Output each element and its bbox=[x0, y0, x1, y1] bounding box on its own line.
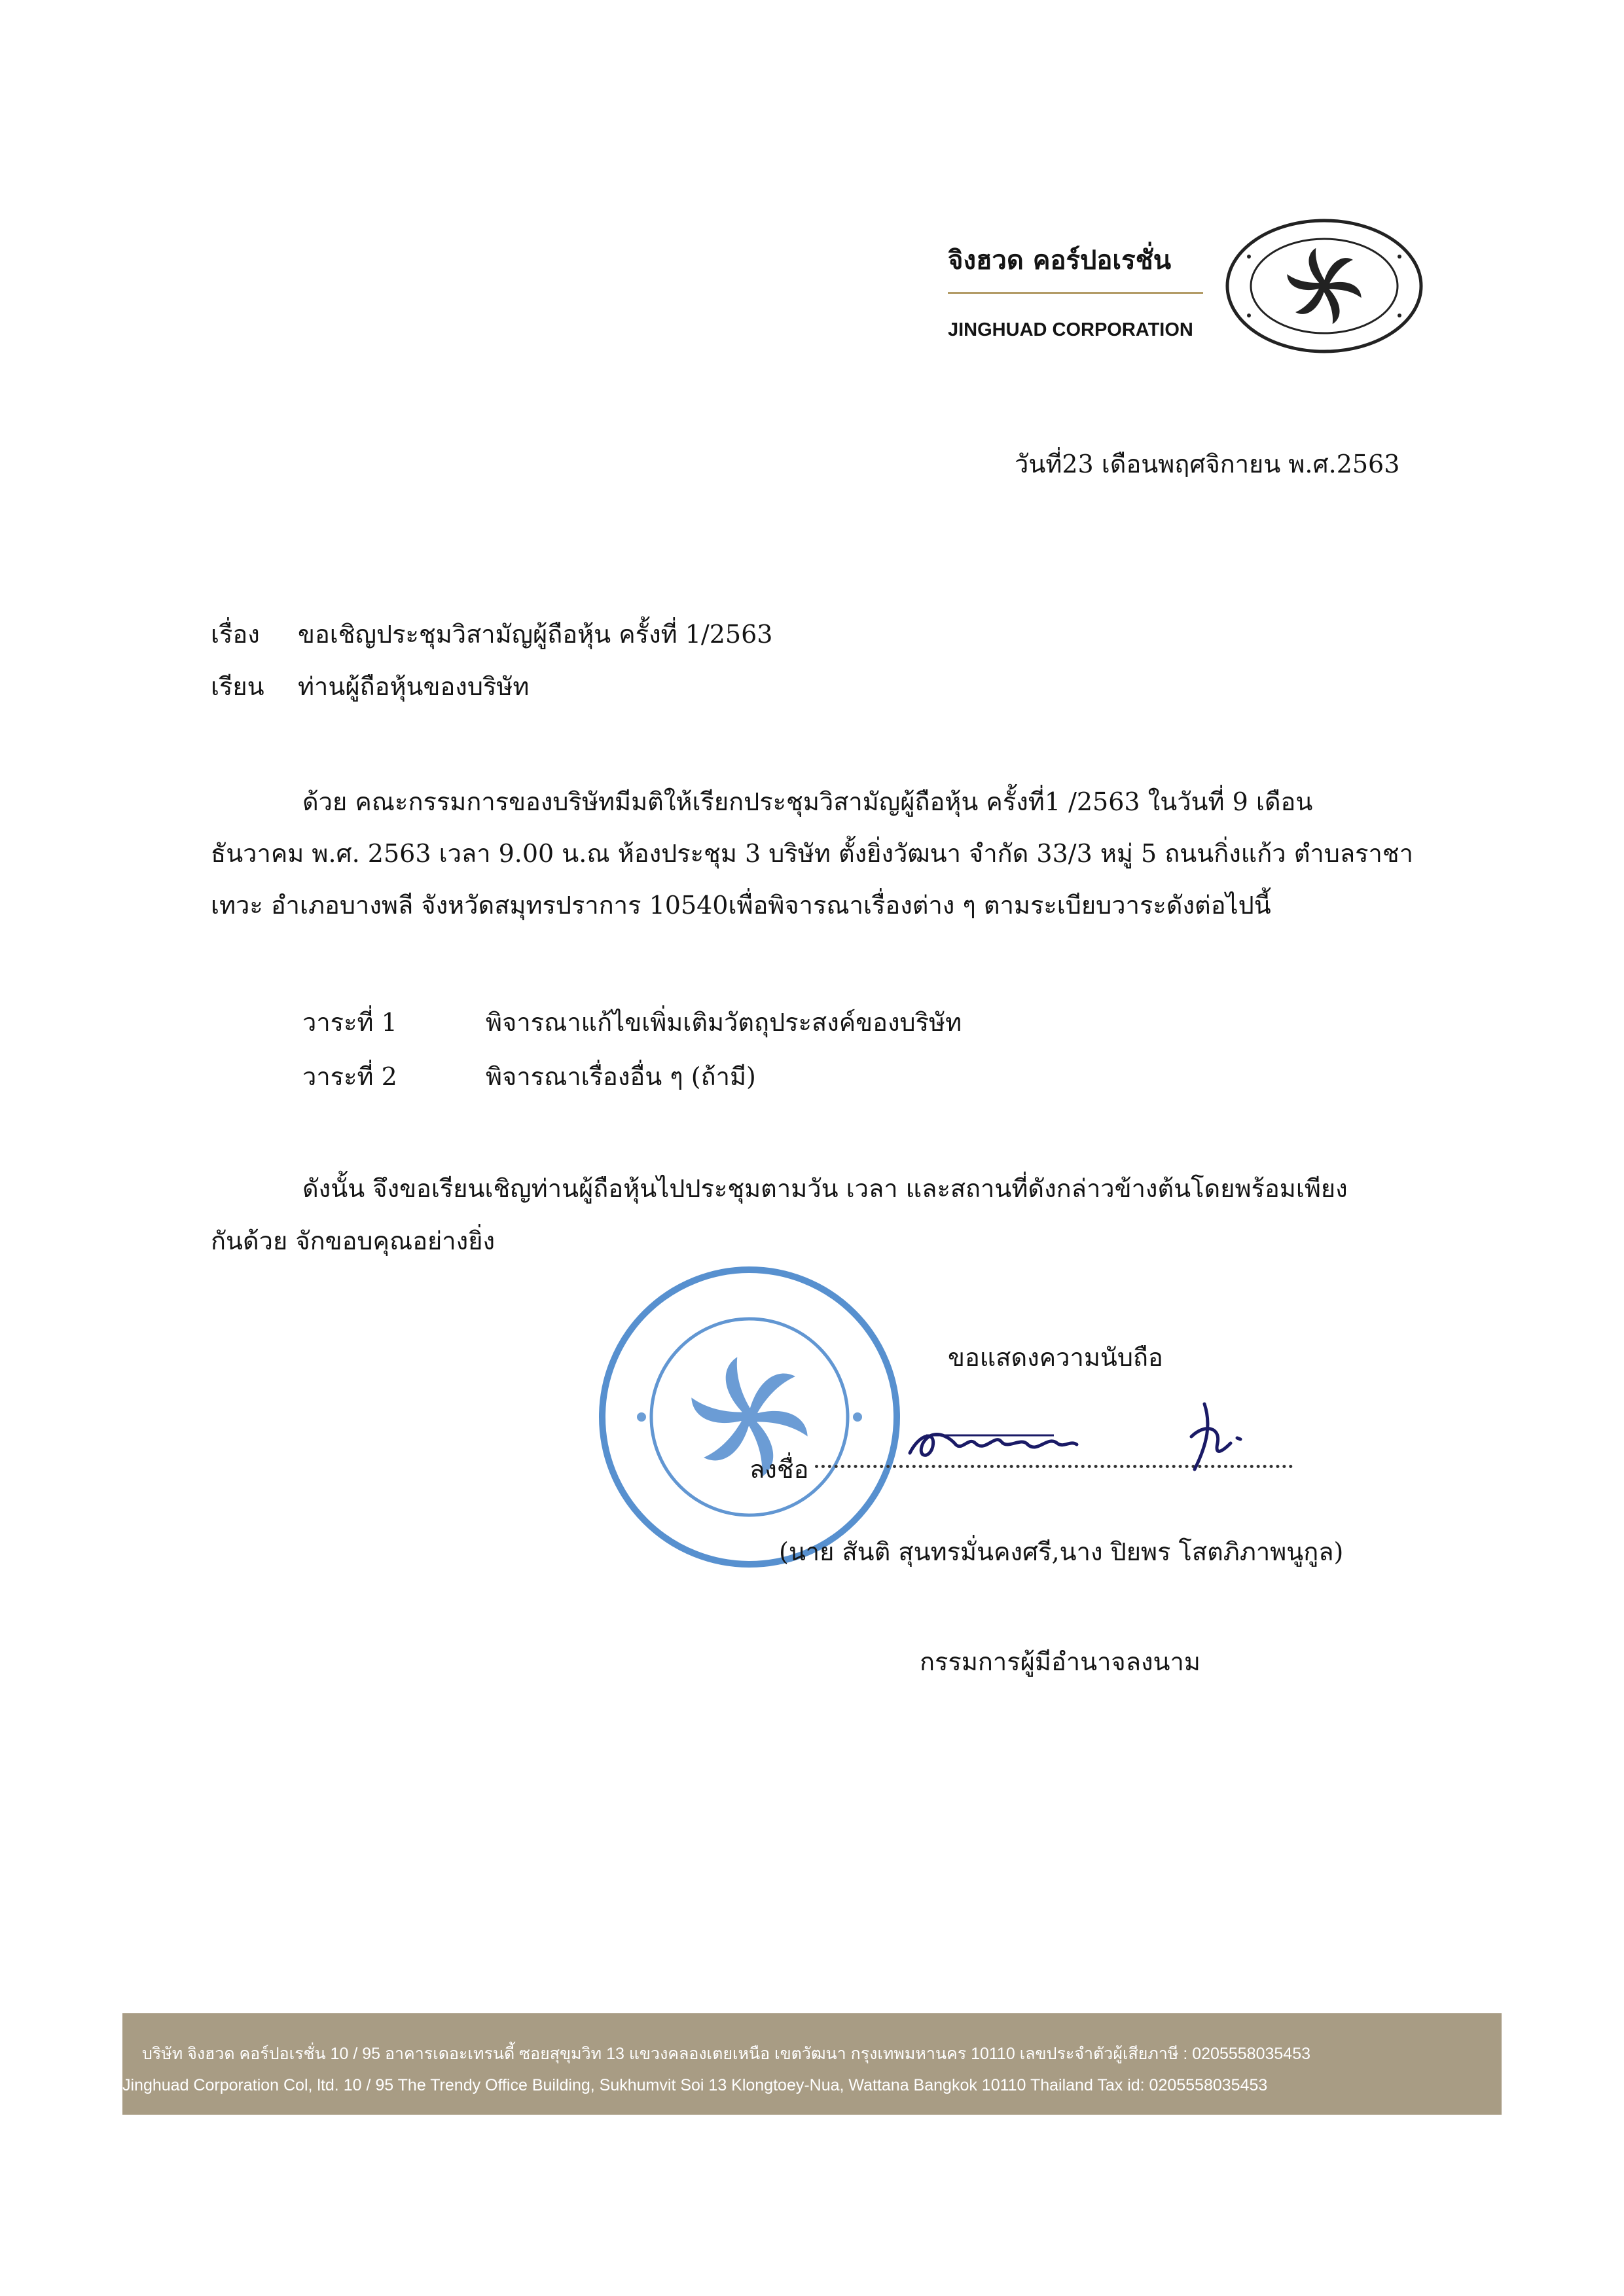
signer-title: กรรมการผู้มีอำนาจลงนาม bbox=[920, 1647, 1200, 1676]
company-stamp bbox=[596, 1263, 903, 1571]
handwritten-signature bbox=[897, 1397, 1263, 1482]
recipient-label: เรียน bbox=[211, 672, 264, 701]
paragraph-2-line-2: กันด้วย จักขอบคุณอย่างยิ่ง bbox=[211, 1227, 496, 1255]
agenda-1-text: พิจารณาแก้ไขเพิ่มเติมวัตถุประสงค์ของบริษัท bbox=[486, 1008, 962, 1037]
paragraph-1-line-3: เทวะ อำเภอบางพลี จังหวัดสมุทรปราการ 10540เพื่อพิจารณาเรื่องต่าง ๆ ตามระเบียบวาระดังต่อไปนี้ bbox=[211, 891, 1271, 920]
footer-address-thai: บริษัท จิงฮวด คอร์ปอเรชั่น 10 / 95 อาคารเดอะเทรนดี้ ซอยสุขุมวิท 13 แขวงคลองเตยเหนือ เขตวัฒนา กรุงเทพมหานคร 10110 เลขประจำตัวผู้เสียภาษี : 0205558035453 bbox=[142, 2045, 1310, 2063]
agenda-1-label: วาระที่ 1 bbox=[302, 1008, 397, 1037]
closing-phrase: ขอแสดงความนับถือ bbox=[948, 1343, 1163, 1372]
company-name-english: JINGHUAD CORPORATION bbox=[948, 319, 1193, 340]
agenda-2-label: วาระที่ 2 bbox=[302, 1062, 397, 1091]
paragraph-2-line-1: ดังนั้น จึงขอเรียนเชิญท่านผู้ถือหุ้นไปประชุมตามวัน เวลา และสถานที่ดังกล่าวข้างต้นโดยพร้อมเพียง bbox=[302, 1174, 1348, 1203]
recipient-text: ท่านผู้ถือหุ้นของบริษัท bbox=[298, 672, 530, 701]
paragraph-1-line-1: ด้วย คณะกรรมการของบริษัทมีมติให้เรียกประชุมวิสามัญผู้ถือหุ้น ครั้งที่1 /2563 ในวันที่ 9 เดือน bbox=[302, 787, 1313, 816]
subject-label: เรื่อง bbox=[211, 620, 260, 649]
header-divider bbox=[948, 292, 1203, 294]
footer-bar bbox=[122, 2013, 1502, 2115]
company-name-thai: จิงฮวด คอร์ปอเรชั่น bbox=[948, 245, 1172, 276]
paragraph-1-line-2: ธันวาคม พ.ศ. 2563 เวลา 9.00 น.ณ ห้องประชุม 3 บริษัท ตั้งยิ่งวัฒนา จำกัด 33/3 หมู่ 5 ถนนกิ่งแก้ว ตำบลราชา bbox=[211, 839, 1414, 868]
subject-text: ขอเชิญประชุมวิสามัญผู้ถือหุ้น ครั้งที่ 1/2563 bbox=[298, 620, 773, 649]
agenda-2-text: พิจารณาเรื่องอื่น ๆ (ถ้ามี) bbox=[486, 1062, 756, 1091]
signer-names: (นาย สันติ สุนทรมั่นคงศรี,นาง ปิยพร โสตภิภาพนูกูล) bbox=[779, 1537, 1344, 1566]
letter-date: วันที่23 เดือนพฤศจิกายน พ.ศ.2563 bbox=[1015, 450, 1400, 478]
sign-label: ลงชื่อ bbox=[749, 1455, 809, 1484]
company-logo-seal bbox=[1223, 217, 1426, 355]
footer-address-english: Jinghuad Corporation Col, ltd. 10 / 95 The Trendy Office Building, Sukhumvit Soi 13 Klongtoey-Nua, Wattana Bangkok 10110 Thailand Tax id: 0205558035453 bbox=[122, 2076, 1268, 2094]
